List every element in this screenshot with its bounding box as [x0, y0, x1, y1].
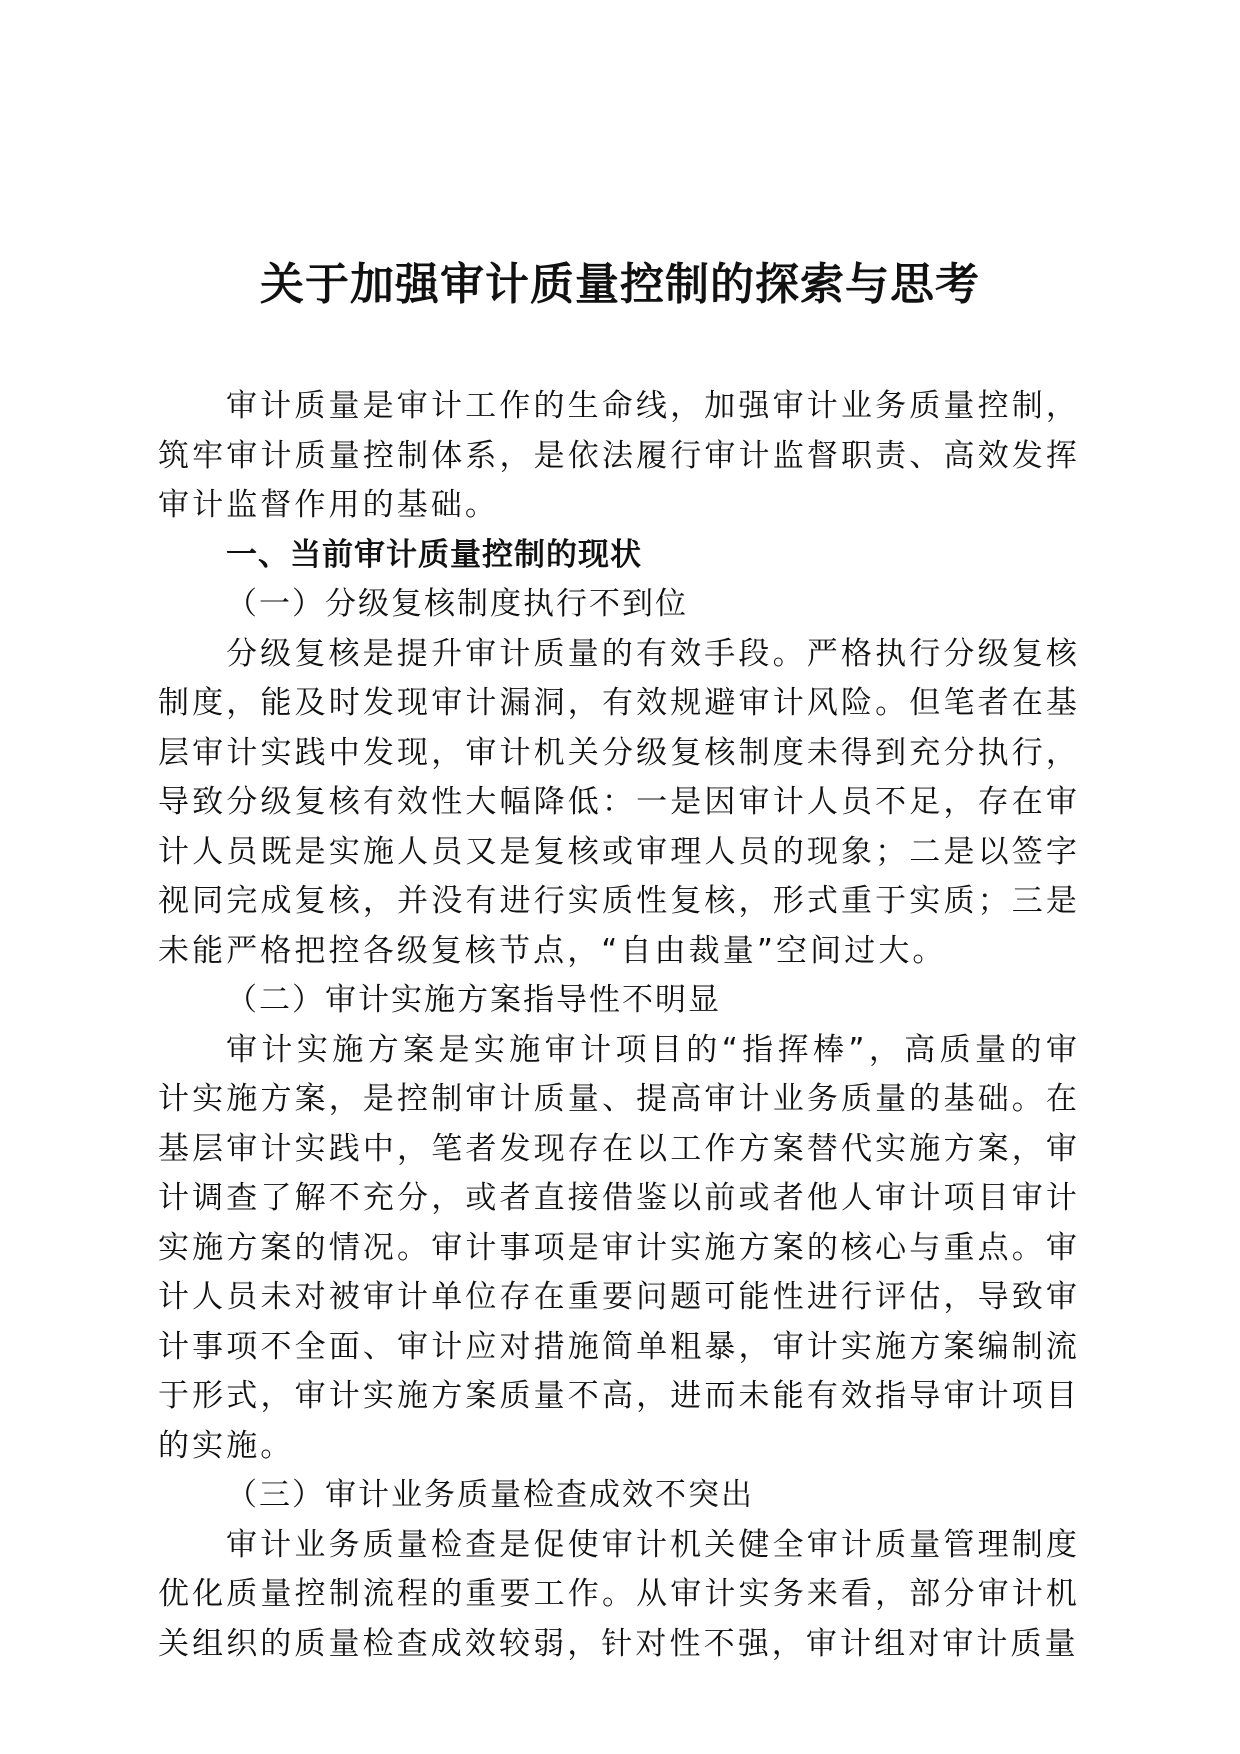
document-title: 关于加强审计质量控制的探索与思考: [260, 259, 980, 310]
subsection-heading-1: （一）分级复核制度执行不到位: [226, 586, 688, 622]
subsection-paragraph-2: 审计实施方案是实施审计项目的“指挥棒”，高质量的审计实施方案，是控制审计质量、提高审计业务质量的基础。在基层审计实践中，笔者发现存在以工作方案替代实施方案，审计调查了解不充分，或者直接借鉴以前或者他人审计项目审计实施方案的情况。审计事项是审计实施方案的核心与重点。审计人员未对被审计单位存在重要问题可能性进行评估，导致审计事项不全面、审计应对措施简单粗暴，审计实施方案编制流于形式，审计实施方案质量不高，进而未能有效指导审计项目的实施。: [158, 1031, 1080, 1464]
document-body: [158, 382, 1080, 1669]
section-heading-1: 一、当前审计质量控制的现状: [226, 536, 642, 573]
subsection-heading-3: （三）审计业务质量检查成效不突出: [226, 1477, 754, 1513]
subsection-paragraph-1: 分级复核是提升审计质量的有效手段。严格执行分级复核制度，能及时发现审计漏洞，有效规避审计风险。但笔者在基层审计实践中发现，审计机关分级复核制度未得到充分执行，导致分级复核有效性大幅降低：一是因审计人员不足，存在审计人员既是实施人员又是复核或审理人员的现象；二是以签字视同完成复核，并没有进行实质性复核，形式重于实质；三是未能严格把控各级复核节点，“自由裁量”空间过大。: [158, 635, 1080, 969]
subsection-heading-2: （二）审计实施方案指导性不明显: [226, 982, 721, 1018]
intro-paragraph: 审计质量是审计工作的生命线，加强审计业务质量控制，筑牢审计质量控制体系，是依法履行审计监督职责、高效发挥审计监督作用的基础。: [158, 388, 1080, 523]
subsection-paragraph-3: 审计业务质量检查是促使审计机关健全审计质量管理制度优化质量控制流程的重要工作。从审计实务来看，部分审计机关组织的质量检查成效较弱，针对性不强，审计组对审计质量: [158, 1526, 1080, 1662]
